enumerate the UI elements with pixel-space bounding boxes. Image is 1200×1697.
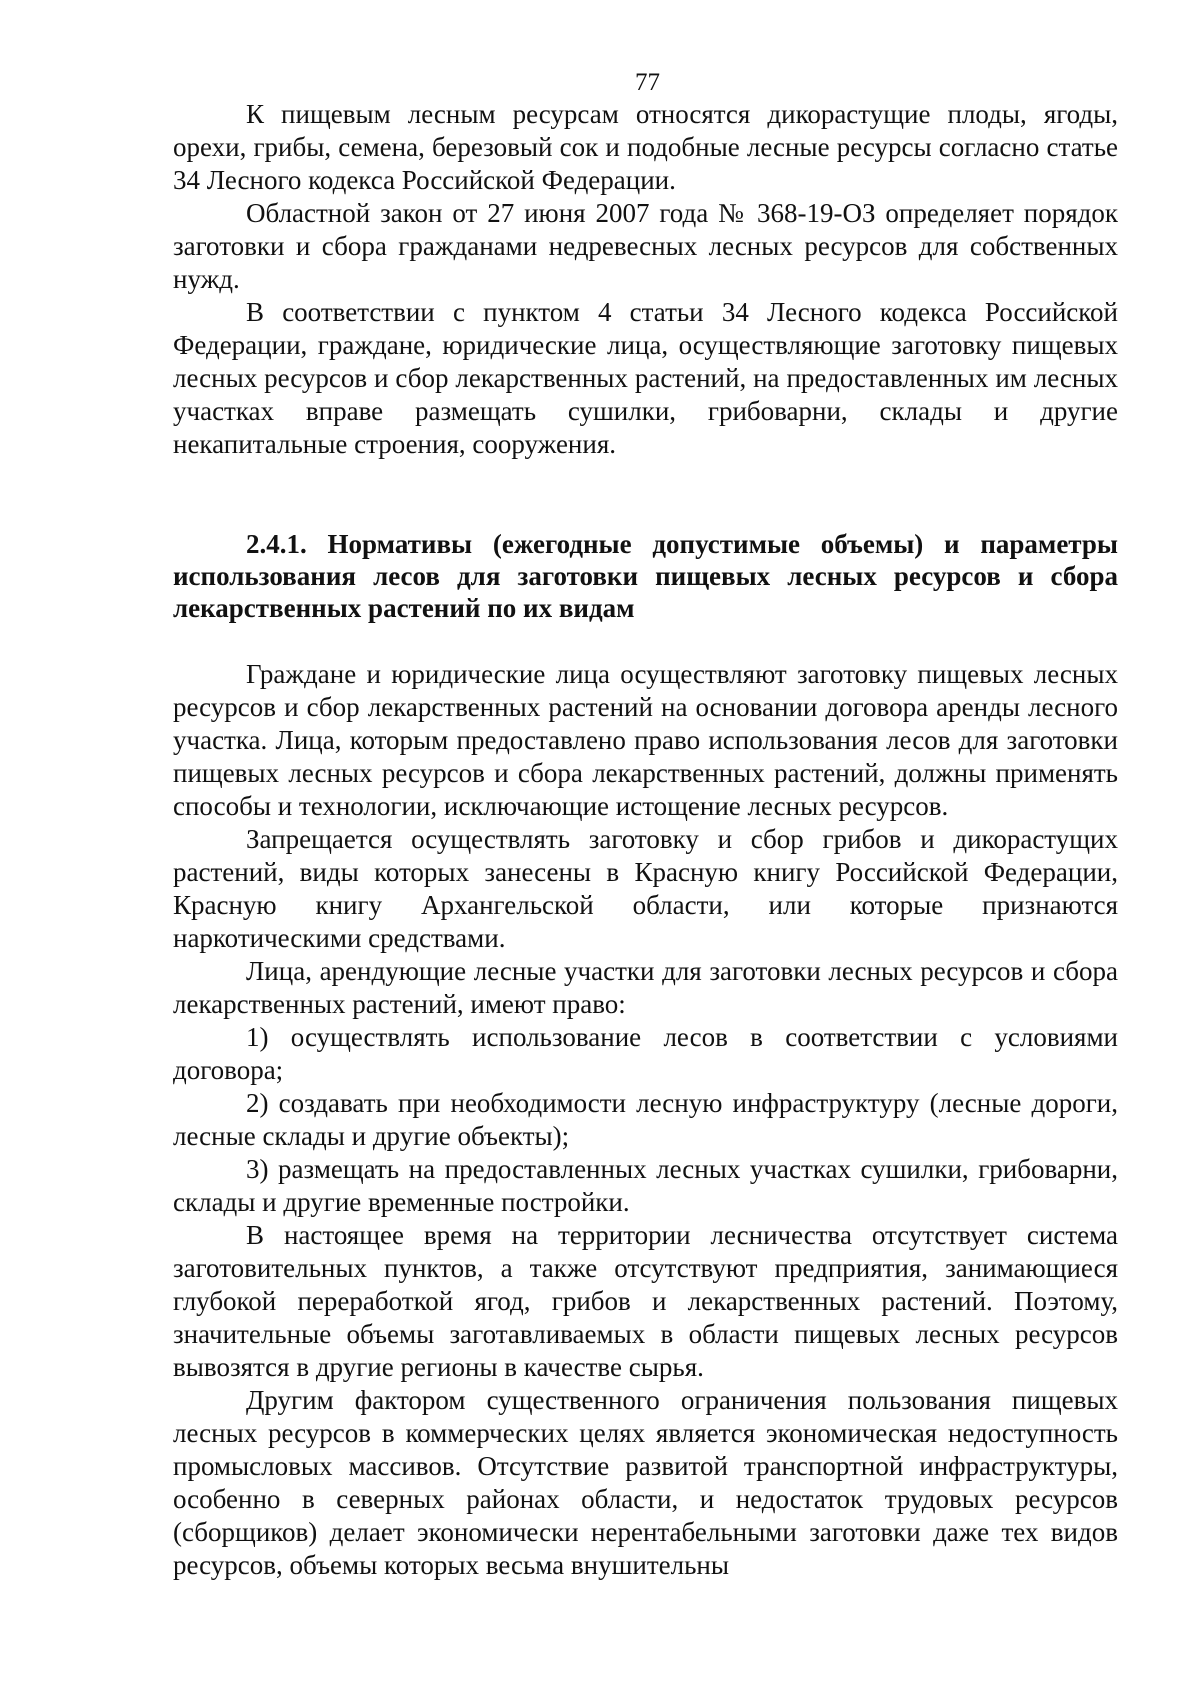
paragraph: Запрещается осуществлять заготовку и сбор грибов и дикорастущих растений, виды которых занесены в Красную книгу Российской Федерации, Красную книгу Архангельской области, или которые признаются наркотическими средствами. [173,824,1118,953]
list-item: 2) создавать при необходимости лесную инфраструктуру (лесные дороги, лесные склады и другие объекты); [173,1088,1118,1151]
paragraph: Областной закон от 27 июня 2007 года № 368-19-ОЗ определяет порядок заготовки и сбора гражданами недревесных лесных ресурсов для собственных нужд. [173,198,1118,294]
paragraph: Другим фактором существенного ограничения пользования пищевых лесных ресурсов в коммерческих целях является экономическая недоступность промысловых массивов. Отсутствие развитой транспортной инфраструктуры, особенно в северных районах области, и недостаток трудовых ресурсов (сборщиков) делает экономически нерентабельными заготовки даже тех видов ресурсов, объемы которых весьма внушительны [173,1385,1118,1580]
section-heading: 2.4.1. Нормативы (ежегодные допустимые объемы) и параметры использования лесов для заготовки пищевых лесных ресурсов и сбора лекарственных растений по их видам [173,529,1118,623]
page-number: 77 [635,69,660,96]
list-item: 1) осуществлять использование лесов в соответствии с условиями договора; [173,1022,1118,1085]
paragraph: К пищевым лесным ресурсам относятся дикорастущие плоды, ягоды, орехи, грибы, семена, березовый сок и подобные лесные ресурсы согласно статье 34 Лесного кодекса Российской Федерации. [173,99,1118,195]
paragraph: В соответствии с пунктом 4 статьи 34 Лесного кодекса Российской Федерации, граждане, юридические лица, осуществляющие заготовку пищевых лесных ресурсов и сбор лекарственных растений, на предоставленных им лесных участках вправе размещать сушилки, грибоварни, склады и другие некапитальные строения, сооружения. [173,297,1118,459]
paragraph: Граждане и юридические лица осуществляют заготовку пищевых лесных ресурсов и сбор лекарственных растений на основании договора аренды лесного участка. Лица, которым предоставлено право использования лесов для заготовки пищевых лесных ресурсов и сбора лекарственных растений, должны применять способы и технологии, исключающие истощение лесных ресурсов. [173,659,1118,821]
list-item: 3) размещать на предоставленных лесных участках сушилки, грибоварни, склады и другие временные постройки. [173,1154,1118,1217]
document-body [173,98,1118,1582]
paragraph: В настоящее время на территории лесничества отсутствует система заготовительных пунктов, а также отсутствуют предприятия, занимающиеся глубокой переработкой ягод, грибов и лекарственных растений. Поэтому, значительные объемы заготавливаемых в области пищевых лесных ресурсов вывозятся в другие регионы в качестве сырья. [173,1220,1118,1382]
paragraph: Лица, арендующие лесные участки для заготовки лесных ресурсов и сбора лекарственных растений, имеют право: [173,956,1118,1019]
